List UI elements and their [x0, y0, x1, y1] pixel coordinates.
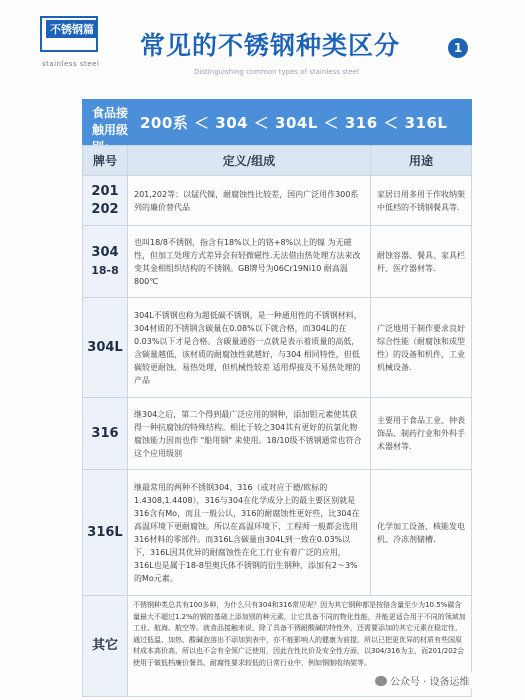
definition-cell: 201,202等：以锰代镍，耐腐蚀性比较差，国内广泛用作300系列的廉价替代品 — [127, 176, 371, 225]
grade-name-alt: 202 — [91, 201, 119, 217]
food-contact-banner — [82, 99, 472, 145]
grade-cell — [83, 470, 127, 595]
use-cell: 家居日用多用于作收纳架中低档的不锈钢餐具等. — [377, 189, 465, 212]
use-cell: 主要用于食品工业、钟表饰品、制药行业和外科手术器材等. — [377, 416, 465, 451]
wechat-icon — [375, 676, 387, 686]
page-number-badge: 1 — [448, 38, 468, 58]
grade-cell — [83, 298, 127, 397]
table-row — [83, 470, 471, 596]
page-subtitle: Distinguishing common types of stainless steel — [194, 68, 360, 76]
watermark-text: 公众号 · 设备运维 — [390, 677, 470, 688]
grade-name: 201 — [91, 183, 119, 199]
grade-name: 其它 — [91, 638, 118, 653]
grade-order: 200系 ＜ 304 ＜ 304L ＜ 316 ＜ 316L — [140, 114, 448, 132]
page-title: 常见的不锈钢种类区分 — [140, 31, 401, 60]
grade-cell — [83, 226, 127, 297]
definition-cell: 继304之后，第二个得到最广泛应用的钢种，添加钼元素使其获得一种抗腐蚀的特殊结构。相比于较之304其有更好的抗氯化物腐蚀能力因而也作 "船用钢" 来使用。18/10级不锈钢通常也符合这个应用级别 — [127, 398, 371, 469]
grade-name: 304L — [87, 339, 123, 355]
use-cell: 耐蚀容器、餐具、家具栏杆、医疗器材等. — [377, 250, 465, 273]
logo — [40, 14, 122, 84]
grade-name: 316L — [87, 524, 123, 540]
table-row — [83, 226, 471, 298]
table-row — [83, 176, 471, 226]
grade-name: 316 — [91, 425, 119, 441]
use-cell: 化学加工设备、核能发电机、冷冻剂储槽. — [377, 521, 465, 544]
header-use: 用途 — [408, 154, 433, 168]
grade-cell — [83, 176, 127, 225]
logo-subtitle: stainless steel — [42, 60, 100, 68]
table-row — [83, 298, 471, 398]
header-definition: 定义/组成 — [127, 146, 371, 175]
definition-cell: 也叫18/8不锈钢，指含有18%以上的铬+8%以上的镍 为无磁性，但加工处理方式差异会有轻微磁性.无法借由热处理方法来改变其金相组织结构的不锈钢。GB牌号为06Cr19Ni10 耐高温800℃ — [127, 226, 371, 297]
table-header — [83, 146, 471, 176]
other-note-cell: 不锈钢种类总共有100多种，为什么只有304和316常见呢？因为其它钢种都是按铬含量至少为10.5%碳含量最大不超过1.2%的钢的基础上添加别的种元素，让它具备不同的物化性能，并能更适合用于不同的领域加工业、航海、航空等。就食品接触来说，除了具备不锈耐酸碱的特性外，还需要添加的其它元素在稳定性，通过低温、加热、酸碱泡溶出不添加到表中，亦不能影响人的健康为前提，所以已把更优异的材质有些国原材成本高价高，所以也不会有全领广泛使用，因此在性比价及安全性方面，以304/316为主，而201/202会使用于做低档廉价餐具、耐腐性要求较低的日常行业中，例如钢制收纳架等。 — [127, 596, 471, 696]
use-cell: 广泛地用于制作要求良好综合性能（耐腐蚀和成型性）的设备和机件，工业机械设备. — [377, 323, 465, 372]
watermark — [372, 672, 473, 689]
grade-cell — [83, 398, 127, 469]
banner-label: 食品接触用级 — [92, 106, 129, 137]
logo-label: 不锈钢篇 — [46, 20, 98, 38]
table-row — [83, 398, 471, 470]
grade-name: 304 — [91, 244, 119, 260]
grade-name-alt: 18-8 — [91, 263, 119, 277]
steel-grade-table — [82, 145, 472, 697]
header-grade: 牌号 — [92, 154, 117, 168]
definition-cell: 304L不锈钢也称为超低碳不锈钢，是一种通用性的不锈钢材料，304材质的不锈钢含碳量在0.08%以下就合格，而304L的在0.03%以下才是合格。含碳量通俗一点就是表示着质量的高低，含碳量越低，该材质的耐腐蚀性就越好，与304 相同特性，但低碳较更耐蚀、易热处理，但机械性较差 适用焊接及不易热处理的产品 — [127, 298, 371, 397]
definition-cell: 继最常用的两种不锈钢304、316（或对应于德/欧标的1.4308,1.4408），316与304在化学成分上的最主要区别就是316含有Mo，而且一般公认，316的耐腐蚀性更好些，比304在高温环境下更耐腐蚀。所以在高温环境下，工程师一般都会选用316材料的零部件。而316L含碳量由304L到一致在0.03%以下，316L因其优异的耐腐蚀性在化工行业有着广泛的应用，316L也是属于18-8型奥氏体不锈钢的衍生钢种，添加有2～3%的Mo元素。 — [127, 470, 371, 595]
grade-cell — [83, 596, 127, 696]
